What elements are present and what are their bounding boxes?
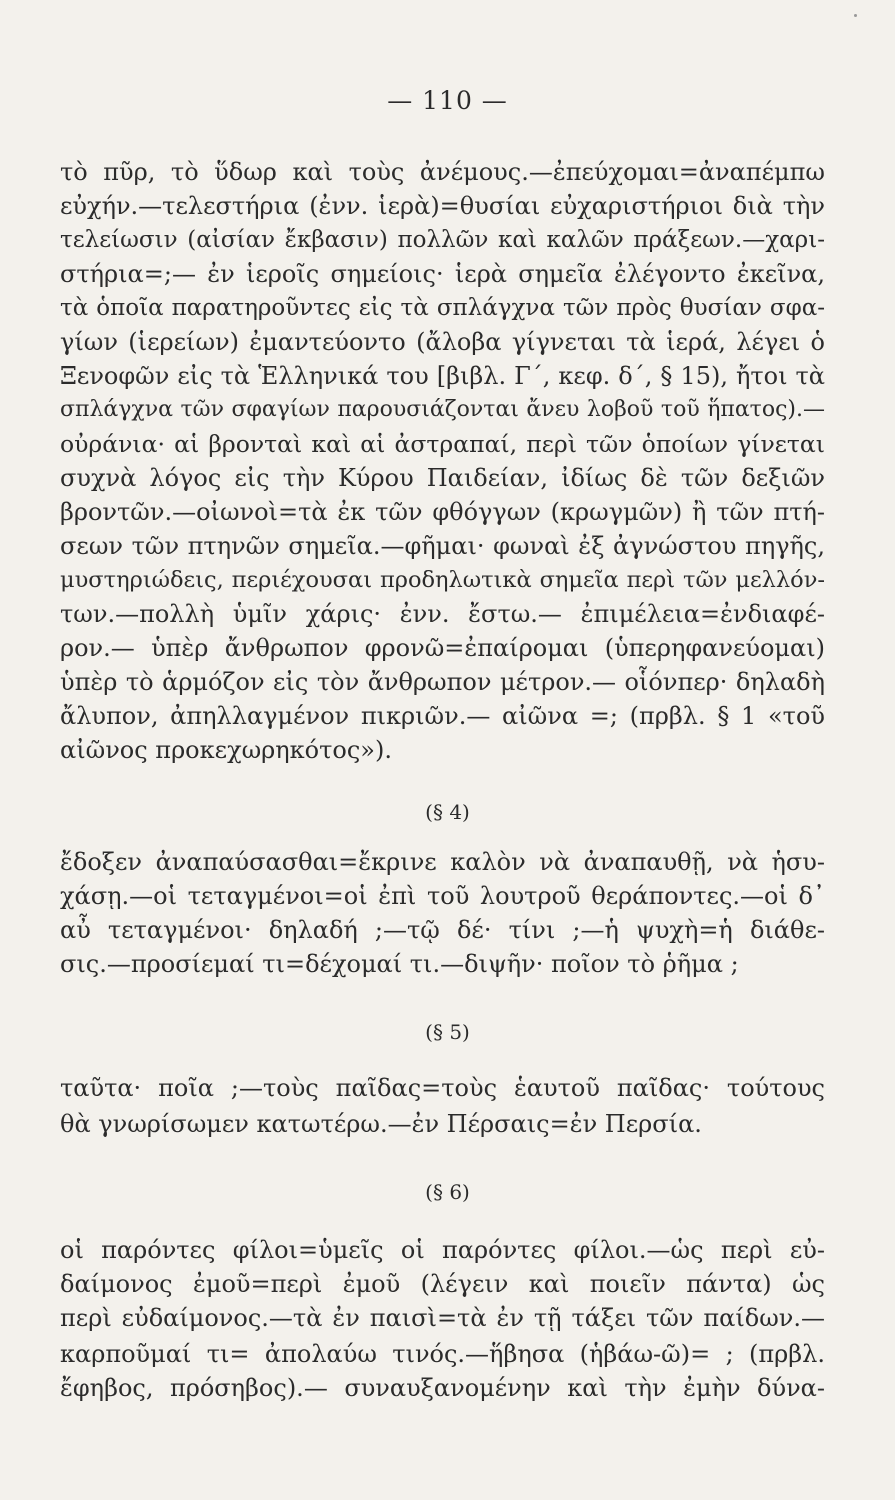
text-line: οἱ παρόντες φίλοι=ὑμεῖς οἱ παρόντες φίλοι.—ὡς περὶ εὐ- xyxy=(60,1236,825,1264)
section-heading-6: (§ 6) xyxy=(425,1180,470,1204)
text-line: σπλάγχνα τῶν σφαγίων παρουσιάζονται ἄνευ λοβοῦ τοῦ ἥπατος).— xyxy=(60,397,825,422)
text-line: ταῦτα· ποῖα ;—τοὺς παῖδας=τοὺς ἑαυτοῦ παῖδας· τούτους xyxy=(60,1074,825,1102)
text-line: εὐχήν.—τελεστήρια (ἐνν. ἱερὰ)=θυσίαι εὐχαριστήριοι διὰ τὴν xyxy=(60,192,825,220)
text-line: ἄλυπον, ἀπηλλαγμένον πικριῶν.— αἰῶνα =; (πρβλ. § 1 «τοῦ xyxy=(60,702,825,730)
text-line: ρον.— ὑπὲρ ἄνθρωπον φρονῶ=ἐπαίρομαι (ὑπερηφανεύομαι) xyxy=(60,634,825,662)
text-line: δαίμονος ἐμοῦ=περὶ ἐμοῦ (λέγειν καὶ ποιεῖν πάντα) ὡς xyxy=(60,1270,825,1298)
text-line: τελείωσιν (αἰσίαν ἔκβασιν) πολλῶν καὶ καλῶν πράξεων.—χαρι- xyxy=(60,227,825,253)
text-line: συχνὰ λόγος εἰς τὴν Κύρου Παιδείαν, ἰδίως δὲ τῶν δεξιῶν xyxy=(60,464,825,492)
text-line: ἔδοξεν ἀναπαύσασθαι=ἔκρινε καλὸν νὰ ἀναπαυθῇ, νὰ ἡσυ- xyxy=(60,848,825,876)
section-heading-4: (§ 4) xyxy=(425,800,470,824)
text-line: ἔφηβος, πρόσηβος).— συναυξανομένην καὶ τὴν ἐμὴν δύνα- xyxy=(60,1374,825,1402)
text-line: βροντῶν.—οἰωνοὶ=τὰ ἐκ τῶν φθόγγων (κρωγμῶν) ἢ τῶν πτή- xyxy=(60,498,825,526)
text-line: σις.—προσίεμαί τι=δέχομαί τι.—διψῆν· ποῖον τὸ ῥῆμα ; xyxy=(60,950,739,978)
text-line: των.—πολλὴ ὑμῖν χάρις· ἐνν. ἔστω.— ἐπιμέλεια=ἐνδιαφέ- xyxy=(60,600,825,628)
text-line: αὖ τεταγμένοι· δηλαδή ;—τῷ δέ· τίνι ;—ἡ ψυχὴ=ἡ διάθε- xyxy=(60,916,825,944)
text-line: Ξενοφῶν εἰς τὰ Ἑλληνικά του [βιβλ. Γ΄, κεφ. δ΄, § 15), ἤτοι τὰ xyxy=(60,362,825,390)
speck-mark xyxy=(854,14,857,17)
text-line: ὑπὲρ τὸ ἁρμόζον εἰς τὸν ἄνθρωπον μέτρον.— οἷόνπερ· δηλαδὴ xyxy=(60,668,825,696)
text-line: καρποῦμαί τι= ἀπολαύω τινός.—ἥβησα (ἡβάω-ῶ)= ; (πρβλ. xyxy=(60,1340,825,1368)
page-number: — 110 — xyxy=(387,86,508,115)
text-line: θὰ γνωρίσωμεν κατωτέρω.—ἐν Πέρσαις=ἐν Περσία. xyxy=(60,1110,702,1138)
text-line: σεων τῶν πτηνῶν σημεῖα.—φῆμαι· φωναὶ ἐξ ἀγνώστου πηγῆς, xyxy=(60,532,825,560)
section-heading-5: (§ 5) xyxy=(425,1020,470,1044)
text-line: μυστηριώδεις, περιέχουσαι προδηλωτικὰ σημεῖα περὶ τῶν μελλόν- xyxy=(60,567,825,593)
text-line: οὐράνια· αἱ βρονταὶ καὶ αἱ ἀστραπαί, περὶ τῶν ὁποίων γίνεται xyxy=(60,430,825,458)
text-line: στήρια=;— ἐν ἱεροῖς σημείοις· ἱερὰ σημεῖα ἐλέγοντο ἐκεῖνα, xyxy=(60,260,825,288)
text-line: τὰ ὁποῖα παρατηροῦντες εἰς τὰ σπλάγχνα τῶν πρὸς θυσίαν σφα- xyxy=(60,295,825,321)
text-line: αἰῶνος προκεχωρηκότος»). xyxy=(60,736,392,764)
text-line: τὸ πῦρ, τὸ ὕδωρ καὶ τοὺς ἀνέμους.—ἐπεύχομαι=ἀναπέμπω xyxy=(60,158,825,186)
text-line: περὶ εὐδαίμονος.—τὰ ἐν παισὶ=τὰ ἐν τῇ τάξει τῶν παίδων.— xyxy=(60,1304,825,1332)
text-line: χάσῃ.—οἱ τεταγμένοι=οἱ ἐπὶ τοῦ λουτροῦ θεράποντες.—οἱ δ᾽ xyxy=(60,882,825,910)
text-line: γίων (ἱερείων) ἐμαντεύοντο (ἄλοβα γίγνεται τὰ ἱερά, λέγει ὁ xyxy=(60,328,825,356)
